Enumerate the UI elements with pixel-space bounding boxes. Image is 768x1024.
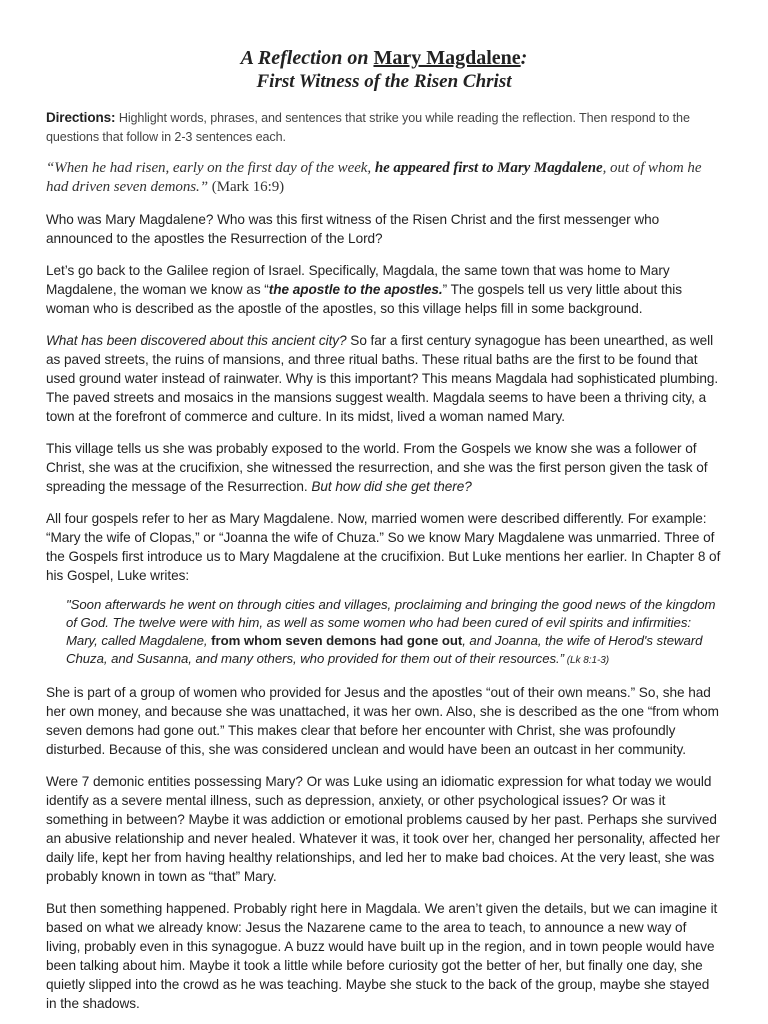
luke-quote-reference: (Lk 8:1-3): [564, 655, 610, 666]
directions: [46, 108, 722, 147]
paragraph-7: Were 7 demonic entities possessing Mary? Or was Luke using an idiomatic expression for what today we would identify as a severe mental illness, such as depression, anxiety, or other psychological issues? Or was it something in between? Maybe it was addiction or emotional problems caused by her past. Perhaps she survived an abusive relationship and never healed. Whatever it was, it took over her, changed her personality, affected her daily life, kept her from having healthy relationships, and led her to make bad choices. At the very least, she was probably known in town as “that” Mary.: [46, 774, 720, 884]
quote-emphasis: he appeared first to Mary Magdalene: [374, 160, 603, 176]
opening-quote: “When he had risen, early on the first day of the week, he appeared first to Mary Magdalene, out of whom he had driven seven demons.” (Mark 16:9): [46, 160, 702, 195]
paragraph-2: Let’s go back to the Galilee region of Israel. Specifically, Magdala, the same town that was home to Mary Magdalene, the woman we know as “the apostle to the apostles.” The gospels tell us very little about this woman who is described as the apostle of the apostles, so this village helps fill in some background.: [46, 263, 682, 316]
document-subtitle: First Witness of the Risen Christ: [256, 71, 512, 92]
document-title: A Reflection on Mary Magdalene:: [240, 47, 528, 69]
directions-text: Highlight words, phrases, and sentences that strike you while reading the reflection. Then respond to the questions that follow in 2-3 sentences each.: [46, 111, 690, 144]
title-name: Mary Magdalene: [373, 47, 521, 69]
paragraph-4: This village tells us she was probably exposed to the world. From the Gospels we know she was a follower of Christ, she was at the crucifixion, she witnessed the resurrection, and she was the first person given the task of spreading the message of the Resurrection. But how did she get there?: [46, 441, 708, 494]
quote-reference: (Mark 16:9): [208, 179, 285, 195]
paragraph-1: Who was Mary Magdalene? Who was this first witness of the Risen Christ and the first messenger who announced to the apostles the Resurrection of the Lord?: [46, 212, 660, 246]
luke-quote: "Soon afterwards he went on through cities and villages, proclaiming and bringing the good news of the kingdom of God. The twelve were with him, as well as some women who had been cured of evil spirits and infirmities: Mary, called Magdalene, from whom seven demons had gone out, and Joanna, the wife of Herod's steward Chuza, and Susanna, and many others, who provided for them out of their resources.” (Lk 8:1-3): [66, 597, 716, 666]
paragraph-5: All four gospels refer to her as Mary Magdalene. Now, married women were described differently. For example: “Mary the wife of Clopas,” or “Joanna the wife of Chuza.” So we know Mary Magdalene was unmarried. Three of the Gospels first introduce us to Mary Magdalene at the crucifixion. But Luke mentions her earlier. In Chapter 8 of his Gospel, Luke writes:: [46, 511, 721, 583]
paragraph-6: She is part of a group of women who provided for Jesus and the apostles “out of their own means.” So, she had her own money, and because she was unattached, it was her own. Also, she is described as the one “from whom seven demons had gone out.” This makes clear that before her encounter with Christ, she was profoundly disturbed. Because of this, she was considered unclean and would have been an outcast in her community.: [46, 685, 719, 757]
paragraph-8: But then something happened. Probably right here in Magdala. We aren’t given the details, but we can imagine it based on what we already know: Jesus the Nazarene came to the area to teach, to announce a new way of living, probably even in this synagogue. A buzz would have built up in the region, and in town people would have been talking about him. Maybe it took a little while before curiosity got the better of her, but finally one day, she quietly slipped into the crowd as he was teaching. Maybe she stuck to the back of the group, maybe she stayed in the shadows.: [46, 901, 718, 1011]
paragraph-3: What has been discovered about this ancient city? So far a first century synagogue has been unearthed, as well as paved streets, the ruins of mansions, and three ritual baths. These ritual baths are the first to be found that used ground water instead of rainwater. Why is this important? This means Magdala had sophisticated plumbing. The paved streets and mosaics in the mansions suggest wealth. Magdala seems to have been a thriving city, a town at the forefront of commerce and culture. In its midst, lived a woman named Mary.: [46, 333, 719, 424]
directions-label: Directions:: [46, 110, 116, 125]
luke-quote-emphasis: from whom seven demons had gone out: [211, 633, 463, 648]
